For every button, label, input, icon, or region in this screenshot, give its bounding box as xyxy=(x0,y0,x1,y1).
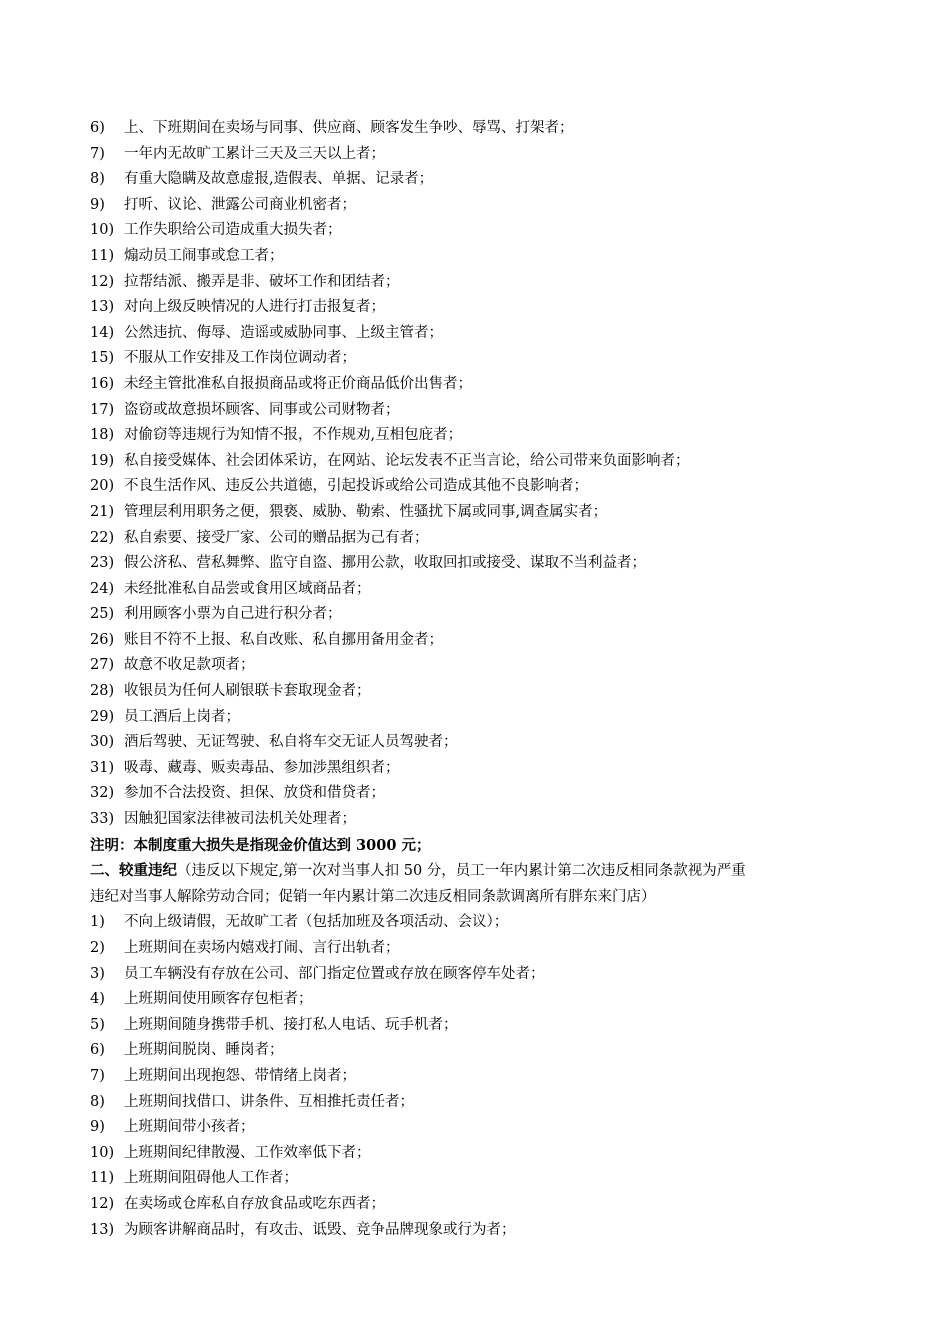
list-item xyxy=(90,142,865,168)
violation-list-serious xyxy=(90,116,865,833)
list-item xyxy=(90,449,865,475)
list-item-number: 29) xyxy=(90,708,115,725)
list-item-text: 上班期间脱岗、睡岗者； xyxy=(124,1042,284,1059)
list-item-text: 收银员为任何人刷银联卡套取现金者； xyxy=(124,683,371,700)
list-item-number: 10) xyxy=(90,1144,115,1161)
list-item xyxy=(90,962,865,988)
list-item xyxy=(90,526,865,552)
list-item-text: 员工酒后上岗者； xyxy=(124,708,240,725)
list-item-number: 15) xyxy=(90,350,115,367)
list-item xyxy=(90,781,865,807)
list-item-text: 上班期间带小孩者； xyxy=(124,1119,255,1136)
list-item xyxy=(90,987,865,1013)
note-line: 注明：本制度重大损失是指现金价值达到 3000 元； xyxy=(90,836,431,854)
list-item-text: 公然违抗、侮辱、造谣或威胁同事、上级主管者； xyxy=(124,324,443,341)
list-item xyxy=(90,372,865,398)
list-item-number: 27) xyxy=(90,657,115,674)
list-item-number: 6) xyxy=(90,1042,105,1059)
list-item-text: 盗窃或故意损坏顾客、同事或公司财物者； xyxy=(124,401,400,418)
list-item-text: 对偷窃等违规行为知情不报，不作规劝,互相包庇者； xyxy=(124,427,463,444)
section-title: 二、较重违纪 xyxy=(90,862,177,880)
list-item-number: 31) xyxy=(90,759,115,776)
section-desc-line2: 违纪对当事人解除劳动合同；促销一年内累计第二次违反相同条款调离所有胖东来门店） xyxy=(90,888,656,905)
list-item xyxy=(90,1218,865,1244)
list-item xyxy=(90,730,865,756)
list-item xyxy=(90,116,865,142)
list-item xyxy=(90,653,865,679)
list-item-text: 假公济私、营私舞弊、监守自盗、挪用公款，收取回扣或接受、谋取不当利益者； xyxy=(124,555,646,572)
list-item-text: 为顾客讲解商品时，有攻击、诋毁、竞争品牌现象或行为者； xyxy=(124,1221,516,1238)
list-item-number: 13) xyxy=(90,299,115,316)
list-item xyxy=(90,1192,865,1218)
list-item-text: 账目不符不上报、私自改账、私自挪用备用金者； xyxy=(124,631,443,648)
list-item-number: 12) xyxy=(90,273,115,290)
list-item xyxy=(90,193,865,219)
list-item-text: 故意不收足款项者； xyxy=(124,657,255,674)
list-item xyxy=(90,807,865,833)
list-item xyxy=(90,295,865,321)
list-item-number: 6) xyxy=(90,120,105,136)
list-item-number: 3) xyxy=(90,965,105,982)
list-item xyxy=(90,1141,865,1167)
list-item xyxy=(90,244,865,270)
list-item-text: 有重大隐瞒及故意虚报,造假表、单据、记录者； xyxy=(124,171,434,188)
list-item-number: 8) xyxy=(90,171,105,188)
document-body xyxy=(90,116,865,1243)
list-item-text: 吸毒、藏毒、贩卖毒品、参加涉黑组织者； xyxy=(124,759,400,776)
list-item-text: 因触犯国家法律被司法机关处理者； xyxy=(124,811,356,828)
list-item-number: 20) xyxy=(90,478,115,495)
list-item xyxy=(90,474,865,500)
list-item-number: 33) xyxy=(90,811,115,828)
violation-list-moderate xyxy=(90,910,865,1243)
list-item xyxy=(90,218,865,244)
list-item-number: 19) xyxy=(90,452,115,469)
list-item xyxy=(90,756,865,782)
list-item xyxy=(90,1115,865,1141)
list-item xyxy=(90,1090,865,1116)
list-item-text: 上班期间在卖场内嬉戏打闹、言行出轨者； xyxy=(124,940,400,956)
list-item-text: 私自索要、接受厂家、公司的赠品据为己有者； xyxy=(124,529,429,546)
list-item-text: 上班期间使用顾客存包柜者； xyxy=(124,991,313,1008)
list-item-text: 未经批准私自品尝或食用区域商品者； xyxy=(124,580,371,597)
list-item-text: 上班期间找借口、讲条件、互相推托责任者； xyxy=(124,1093,414,1110)
list-item-number: 13) xyxy=(90,1221,115,1238)
list-item-number: 10) xyxy=(90,222,115,239)
list-item xyxy=(90,270,865,296)
list-item-number: 11) xyxy=(90,247,115,264)
list-item-text: 上班期间出现抱怨、带情绪上岗者； xyxy=(124,1067,356,1084)
list-item-text: 在卖场或仓库私自存放食品或吃东西者； xyxy=(124,1195,385,1212)
list-item xyxy=(90,423,865,449)
list-item xyxy=(90,936,865,962)
list-item-number: 8) xyxy=(90,1093,105,1110)
list-item-number: 14) xyxy=(90,324,115,341)
list-item-text: 对向上级反映情况的人进行打击报复者； xyxy=(124,299,385,316)
list-item-text: 上班期间随身携带手机、接打私人电话、玩手机者； xyxy=(124,1016,458,1033)
list-item-number: 5) xyxy=(90,1016,105,1033)
list-item xyxy=(90,321,865,347)
list-item-number: 2) xyxy=(90,940,105,956)
list-item xyxy=(90,398,865,424)
list-item-number: 9) xyxy=(90,1119,105,1136)
list-item-text: 未经主管批准私自报损商品或将正价商品低价出售者； xyxy=(124,375,472,392)
section-desc-line1: （违反以下规定,第一次对当事人扣 50 分，员工一年内累计第二次违反相同条款视为严重 xyxy=(177,863,746,880)
list-item-text: 拉帮结派、搬弄是非、破坏工作和团结者； xyxy=(124,273,400,290)
list-item xyxy=(90,628,865,654)
list-item-number: 7) xyxy=(90,145,105,162)
list-item xyxy=(90,1038,865,1064)
list-item xyxy=(90,167,865,193)
list-item xyxy=(90,705,865,731)
list-item-text: 私自接受媒体、社会团体采访，在网站、论坛发表不正当言论，给公司带来负面影响者； xyxy=(124,452,690,469)
list-item-text: 员工车辆没有存放在公司、部门指定位置或存放在顾客停车处者； xyxy=(124,965,545,982)
list-item xyxy=(90,1013,865,1039)
list-item xyxy=(90,602,865,628)
list-item-text: 上、下班期间在卖场与同事、供应商、顾客发生争吵、辱骂、打架者； xyxy=(124,120,574,136)
list-item-text: 工作失职给公司造成重大损失者； xyxy=(124,222,342,239)
list-item-text: 上班期间纪律散漫、工作效率低下者； xyxy=(124,1144,371,1161)
list-item-number: 23) xyxy=(90,555,115,572)
list-item-number: 24) xyxy=(90,580,115,597)
list-item-number: 32) xyxy=(90,785,115,802)
list-item-text: 酒后驾驶、无证驾驶、私自将车交无证人员驾驶者； xyxy=(124,734,458,751)
list-item-number: 11) xyxy=(90,1170,115,1187)
list-item-number: 30) xyxy=(90,734,115,751)
list-item-text: 上班期间阻碍他人工作者； xyxy=(124,1170,298,1187)
list-item-text: 利用顾客小票为自己进行积分者； xyxy=(124,606,342,623)
list-item-number: 26) xyxy=(90,631,115,648)
list-item-number: 4) xyxy=(90,991,105,1008)
list-item-number: 12) xyxy=(90,1195,115,1212)
list-item-number: 25) xyxy=(90,606,115,623)
list-item-number: 28) xyxy=(90,683,115,700)
section-heading-2 xyxy=(90,858,865,910)
list-item-text: 打听、议论、泄露公司商业机密者； xyxy=(124,196,356,213)
list-item xyxy=(90,1064,865,1090)
list-item-text: 参加不合法投资、担保、放贷和借贷者； xyxy=(124,785,385,802)
list-item xyxy=(90,551,865,577)
list-item-text: 煽动员工闹事或怠工者； xyxy=(124,247,284,264)
list-item-number: 22) xyxy=(90,529,115,546)
list-item xyxy=(90,577,865,603)
list-item-text: 不向上级请假，无故旷工者（包括加班及各项活动、会议）； xyxy=(124,914,509,931)
list-item xyxy=(90,500,865,526)
list-item-number: 16) xyxy=(90,375,115,392)
list-item xyxy=(90,1166,865,1192)
list-item xyxy=(90,679,865,705)
list-item-text: 不服从工作安排及工作岗位调动者； xyxy=(124,350,356,367)
list-item-number: 17) xyxy=(90,401,115,418)
list-item-number: 1) xyxy=(90,914,105,931)
list-item-number: 18) xyxy=(90,427,115,444)
list-item-text: 不良生活作风、违反公共道德，引起投诉或给公司造成其他不良影响者； xyxy=(124,478,588,495)
list-item-number: 9) xyxy=(90,196,105,213)
list-item-number: 7) xyxy=(90,1067,105,1084)
list-item-text: 一年内无故旷工累计三天及三天以上者； xyxy=(124,145,385,162)
list-item-text: 管理层利用职务之便，猥亵、威胁、勒索、性骚扰下属或同事,调查属实者； xyxy=(124,503,608,520)
list-item-number: 21) xyxy=(90,503,115,520)
list-item xyxy=(90,910,865,936)
list-item xyxy=(90,346,865,372)
